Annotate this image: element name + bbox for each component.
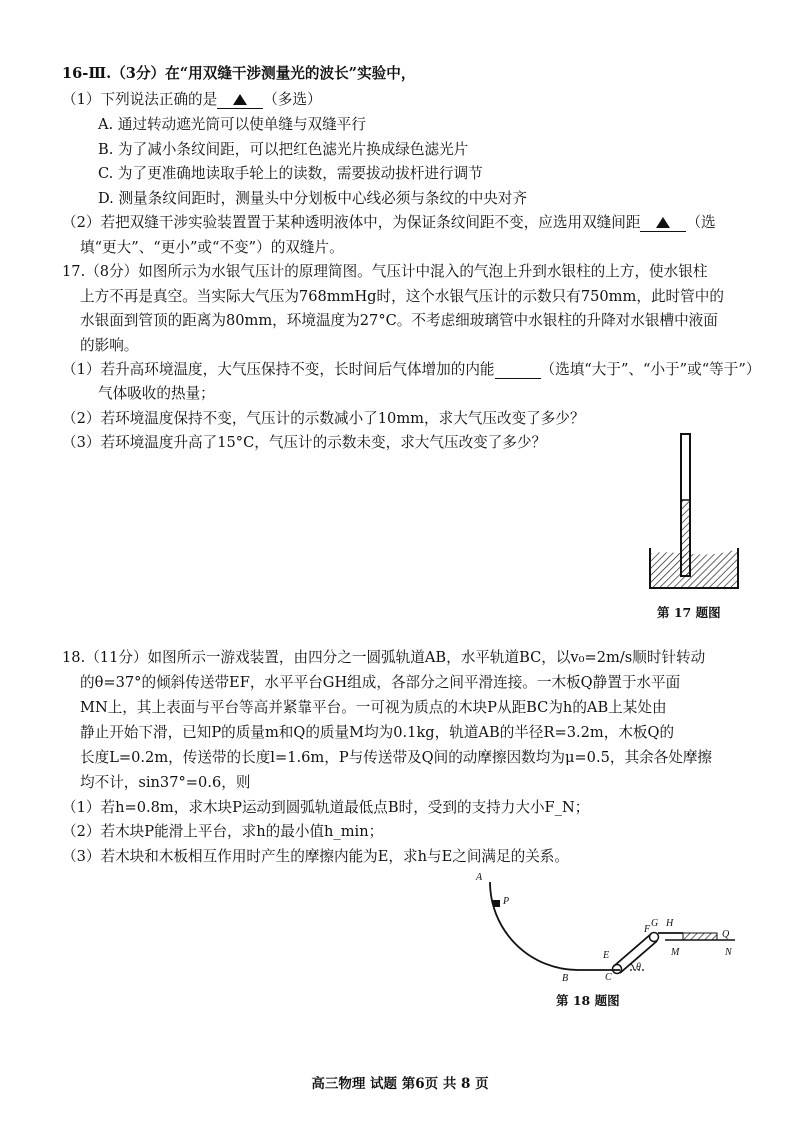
q17-part1-note: （选填“大于”、“小于”或“等于”） (540, 361, 761, 378)
q18-stem-line3: MN上，其上表面与平台等高并紧靠平台。一可视为质点的木块P从距BC为h的AB上某处由 (80, 699, 667, 716)
q18-part2: （2）若木块P能滑上平台，求h的最小值h_min； (62, 823, 384, 840)
q17-part3: （3）若环境温度升高了15°C，气压计的示数未变，求大气压改变了多少？ (62, 434, 547, 451)
figure-18-caption: 第 18 题图 (556, 993, 620, 1008)
q17-stem-line2: 上方不再是真空。当实际大气压为768mmHg时，这个水银气压计的示数只有750mm，此时管中的 (80, 288, 724, 305)
q18-stem-line1: 18.（11分）如图所示一游戏装置，由四分之一圆弧轨道AB，水平轨道BC，以v₀=2m/s顺时针转动 (62, 649, 706, 666)
q18-stem-line5: 长度L=0.2m，传送带的长度l=1.6m，P与传送带及Q间的动摩擦因数均为μ=0.5，其余各处摩擦 (80, 749, 713, 766)
q18-part3: （3）若木块和木板相互作用时产生的摩擦内能为E，求h与E之间满足的关系。 (62, 848, 569, 865)
q17-part1 (62, 360, 760, 380)
barometer-figure (640, 430, 750, 600)
q16-option-c: C. 为了更准确地读取手轮上的读数，需要拔动拔杆进行调节 (98, 165, 483, 182)
q18-stem-line6: 均不计，sin37°=0.6，则 (80, 774, 251, 791)
q17-part1-blank (495, 362, 541, 379)
q16-part1-note: （多选） (263, 91, 322, 108)
q16-part1 (62, 90, 322, 110)
label-theta: θ (636, 962, 641, 973)
q17-part1-line2: 气体吸收的热量； (98, 385, 215, 402)
q16-option-d: D. 测量条纹间距时，测量头中分划板中心线必须与条纹的中央对齐 (98, 190, 528, 207)
q17-stem-line1: 17.（8分）如图所示为水银气压计的原理简图。气压计中混入的气泡上升到水银柱的上方，使水银柱 (62, 263, 708, 280)
label-a: A (476, 872, 483, 883)
q18-part1: （1）若h=0.8m，求木块P运动到圆弧轨道最低点B时，受到的支持力大小F_N； (62, 799, 590, 816)
triangle-icon (233, 94, 247, 105)
q16-title: 16-Ⅲ.（3分）在“用双缝干涉测量光的波长”实验中， (62, 65, 416, 82)
page-footer: 高三物理 试题 第6页 共 8 页 (311, 1076, 489, 1092)
q16-part2-blank (640, 215, 686, 232)
label-q: Q (722, 929, 730, 940)
q16-part2-text: （2）若把双缝干涉实验装置置于某种透明液体中，为保证条纹间距不变，应选用双缝间距 (62, 214, 641, 231)
arc-track-ab (490, 882, 620, 970)
q16-part1-blank (217, 92, 263, 109)
q18-stem-line4: 静止开始下滑，已知P的质量m和Q的质量M均为0.1kg，轨道AB的半径R=3.2m，木板Q的 (80, 724, 675, 741)
label-b: B (562, 973, 569, 984)
triangle-icon (656, 217, 670, 228)
q16-part2 (62, 213, 716, 233)
q17-stem-line4: 的影响。 (80, 337, 139, 354)
track-figure (470, 870, 750, 990)
label-m: M (671, 947, 680, 958)
q16-option-a: A. 通过转动遮光筒可以使单缝与双缝平行 (98, 116, 366, 133)
q17-part1-text: （1）若升高环境温度，大气压保持不变，长时间后气体增加的内能 (62, 361, 495, 378)
label-n: N (725, 947, 732, 958)
label-g: G (651, 918, 659, 929)
label-p: P (503, 896, 510, 907)
board-q (683, 933, 717, 940)
figure-17-caption: 第 17 题图 (657, 605, 721, 620)
q16-part2-note: （选 (686, 214, 716, 231)
block-p (493, 900, 500, 907)
q17-part2: （2）若环境温度保持不变，气压计的示数减小了10mm，求大气压改变了多少？ (62, 410, 585, 427)
angle-arc (631, 964, 634, 970)
q17-stem-line3: 水银面到管顶的距离为80mm，环境温度为27°C。不考虑细玻璃管中水银柱的升降对水银槽中液面 (80, 312, 718, 329)
q18-stem-line2: 的θ=37°的倾斜传送带EF，水平平台GH组成，各部分之间平滑连接。一木板Q静置于水平面 (80, 674, 681, 691)
label-h: H (666, 918, 674, 929)
q16-part1-text: （1）下列说法正确的是 (62, 91, 218, 108)
mercury-trough (650, 551, 738, 588)
label-e: E (603, 950, 610, 961)
label-c: C (605, 972, 612, 983)
label-f: F (644, 924, 651, 935)
q16-part2-line2: 填“更大”、“更小”或“不变”）的双缝片。 (80, 239, 344, 256)
q16-option-b: B. 为了减小条纹间距，可以把红色滤光片换成绿色滤光片 (98, 141, 469, 158)
